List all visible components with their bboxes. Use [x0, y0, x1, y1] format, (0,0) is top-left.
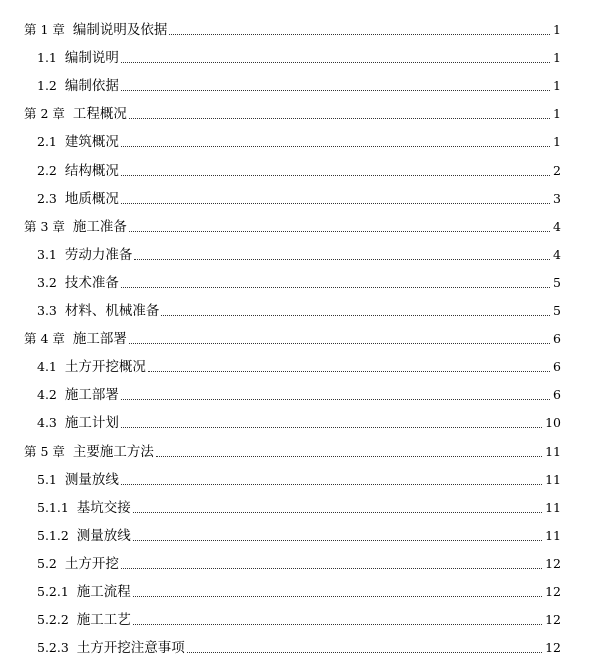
toc-page-number: 1 [553, 78, 561, 94]
toc-entry-number: 3.3 [37, 303, 57, 319]
toc-page-number: 11 [545, 471, 561, 487]
toc-entry-number: 第 5 章 [24, 443, 65, 459]
toc-dot-leader [133, 540, 542, 541]
toc-dot-leader [121, 568, 542, 569]
toc-entry-title: 土方开挖概况 [64, 359, 146, 376]
toc-entry-title: 基坑交接 [76, 499, 131, 516]
toc-entry-number: 1.2 [37, 78, 57, 94]
toc-entry-number: 3.2 [37, 274, 57, 290]
toc-entry[interactable] [0, 403, 596, 431]
toc-entry-separator [57, 50, 65, 66]
toc-entry[interactable] [0, 628, 596, 656]
toc-entry-separator [57, 163, 65, 179]
toc-entry-title: 土方开挖 [64, 555, 119, 572]
toc-entry-number: 第 1 章 [24, 22, 65, 38]
toc-page-number: 4 [553, 218, 561, 234]
toc-entry[interactable] [0, 122, 596, 150]
toc-dot-leader [133, 596, 542, 597]
toc-entry[interactable] [0, 10, 596, 38]
toc-entry-title: 编制说明及依据 [72, 22, 168, 39]
toc-entry-separator [69, 640, 77, 656]
toc-entry-number: 4.3 [37, 415, 57, 431]
toc-entry[interactable] [0, 150, 596, 178]
toc-entry-separator [65, 331, 73, 347]
toc-entry-title: 编制说明 [64, 50, 119, 67]
toc-entry-separator [65, 106, 73, 122]
toc-entry[interactable] [0, 94, 596, 122]
toc-entry-number: 2.1 [37, 134, 57, 150]
toc-entry-number: 5.2.1 [37, 583, 69, 599]
toc-dot-leader [161, 315, 550, 316]
toc-dot-leader [121, 62, 550, 63]
toc-entry-separator [69, 612, 77, 628]
toc-dot-leader [121, 90, 550, 91]
toc-dot-leader [129, 231, 550, 232]
toc-entry-separator [69, 528, 77, 544]
toc-entry-separator [57, 387, 65, 403]
toc-entry-separator [57, 556, 65, 572]
toc-entry[interactable] [0, 544, 596, 572]
toc-entry-separator [57, 359, 65, 375]
toc-page-number: 6 [553, 387, 561, 403]
toc-entry-title: 工程概况 [72, 106, 127, 123]
toc-dot-leader [148, 371, 550, 372]
toc-entry-separator [69, 500, 77, 516]
toc-entry-number: 1.1 [37, 50, 57, 66]
toc-entry-separator [65, 444, 73, 460]
toc-entry-separator [65, 219, 73, 235]
toc-entry-separator [57, 134, 65, 150]
toc-entry-number: 4.2 [37, 387, 57, 403]
toc-entry-number: 4.1 [37, 359, 57, 375]
toc-entry[interactable] [0, 375, 596, 403]
toc-page-number: 12 [545, 640, 561, 656]
toc-entry-separator [57, 275, 65, 291]
toc-dot-leader [121, 484, 542, 485]
toc-entry-separator [57, 78, 65, 94]
toc-dot-leader [121, 203, 550, 204]
toc-entry-number: 5.2 [37, 555, 57, 571]
toc-page-number: 1 [553, 22, 561, 38]
toc-page-number: 1 [553, 106, 561, 122]
toc-page-number: 12 [545, 555, 561, 571]
toc-dot-leader [156, 456, 542, 457]
toc-entry-title: 主要施工方法 [72, 443, 154, 460]
toc-entry-separator [65, 22, 73, 38]
toc-entry[interactable] [0, 207, 596, 235]
toc-entry[interactable] [0, 38, 596, 66]
toc-entry-title: 编制依据 [64, 78, 119, 95]
toc-entry-title: 技术准备 [64, 274, 119, 291]
toc-page-number: 12 [545, 583, 561, 599]
toc-entry-title: 测量放线 [76, 527, 131, 544]
toc-dot-leader [129, 343, 550, 344]
toc-page-number: 1 [553, 134, 561, 150]
toc-dot-leader [129, 118, 550, 119]
toc-page-number: 5 [553, 274, 561, 290]
toc-entry-separator [57, 191, 65, 207]
toc-page-number: 11 [545, 443, 561, 459]
toc-entry-title: 材料、机械准备 [64, 303, 160, 320]
toc-entry-title: 建筑概况 [64, 134, 119, 151]
toc-dot-leader [121, 287, 550, 288]
toc-page-number: 6 [553, 359, 561, 375]
toc-entry-title: 施工计划 [64, 415, 119, 432]
toc-dot-leader [134, 259, 550, 260]
toc-entry-title: 结构概况 [64, 162, 119, 179]
toc-entry-number: 5.1 [37, 471, 57, 487]
toc-entry[interactable] [0, 347, 596, 375]
toc-entry[interactable] [0, 291, 596, 319]
toc-page-number: 12 [545, 612, 561, 628]
toc-dot-leader [121, 399, 550, 400]
toc-entry[interactable] [0, 66, 596, 94]
toc-entry[interactable] [0, 263, 596, 291]
toc-page-number: 2 [553, 162, 561, 178]
toc-entry-number: 3.1 [37, 246, 57, 262]
toc-entry[interactable] [0, 488, 596, 516]
toc-entry-title: 施工工艺 [76, 612, 131, 629]
toc-dot-leader [121, 146, 550, 147]
toc-entry-separator [57, 415, 65, 431]
toc-entry[interactable] [0, 600, 596, 628]
toc-entry[interactable] [0, 319, 596, 347]
table-of-contents [0, 10, 596, 656]
toc-entry-number: 第 2 章 [24, 106, 65, 122]
toc-page-number: 1 [553, 50, 561, 66]
toc-entry[interactable] [0, 516, 596, 544]
toc-entry-number: 第 3 章 [24, 218, 65, 234]
toc-entry[interactable] [0, 179, 596, 207]
toc-entry-separator [57, 303, 65, 319]
toc-dot-leader [121, 175, 550, 176]
toc-dot-leader [121, 427, 542, 428]
toc-entry-title: 施工部署 [72, 331, 127, 348]
toc-entry[interactable] [0, 572, 596, 600]
toc-entry[interactable] [0, 235, 596, 263]
toc-page-number: 3 [553, 190, 561, 206]
toc-dot-leader [187, 652, 542, 653]
toc-entry-title: 地质概况 [64, 190, 119, 207]
toc-entry-separator [57, 472, 65, 488]
toc-page-number: 4 [553, 246, 561, 262]
toc-entry[interactable] [0, 460, 596, 488]
toc-entry-number: 5.1.2 [37, 527, 69, 543]
toc-entry-number: 5.2.2 [37, 612, 69, 628]
toc-entry-separator [69, 584, 77, 600]
toc-entry-title: 施工准备 [72, 218, 127, 235]
toc-page-number: 5 [553, 303, 561, 319]
toc-page-number: 6 [553, 331, 561, 347]
toc-entry-title: 测量放线 [64, 471, 119, 488]
toc-page-number: 10 [545, 415, 561, 431]
toc-entry-number: 2.3 [37, 190, 57, 206]
toc-dot-leader [133, 624, 542, 625]
toc-entry-number: 5.1.1 [37, 499, 69, 515]
toc-page-number: 11 [545, 499, 561, 515]
toc-entry-number: 2.2 [37, 162, 57, 178]
toc-entry[interactable] [0, 431, 596, 459]
toc-entry-number: 第 4 章 [24, 331, 65, 347]
toc-entry-title: 土方开挖注意事项 [76, 640, 185, 656]
toc-entry-title: 劳动力准备 [64, 246, 133, 263]
toc-entry-title: 施工流程 [76, 583, 131, 600]
toc-dot-leader [133, 512, 542, 513]
toc-entry-title: 施工部署 [64, 387, 119, 404]
toc-entry-number: 5.2.3 [37, 640, 69, 656]
toc-dot-leader [169, 34, 550, 35]
toc-entry-separator [57, 247, 65, 263]
toc-page-number: 11 [545, 527, 561, 543]
